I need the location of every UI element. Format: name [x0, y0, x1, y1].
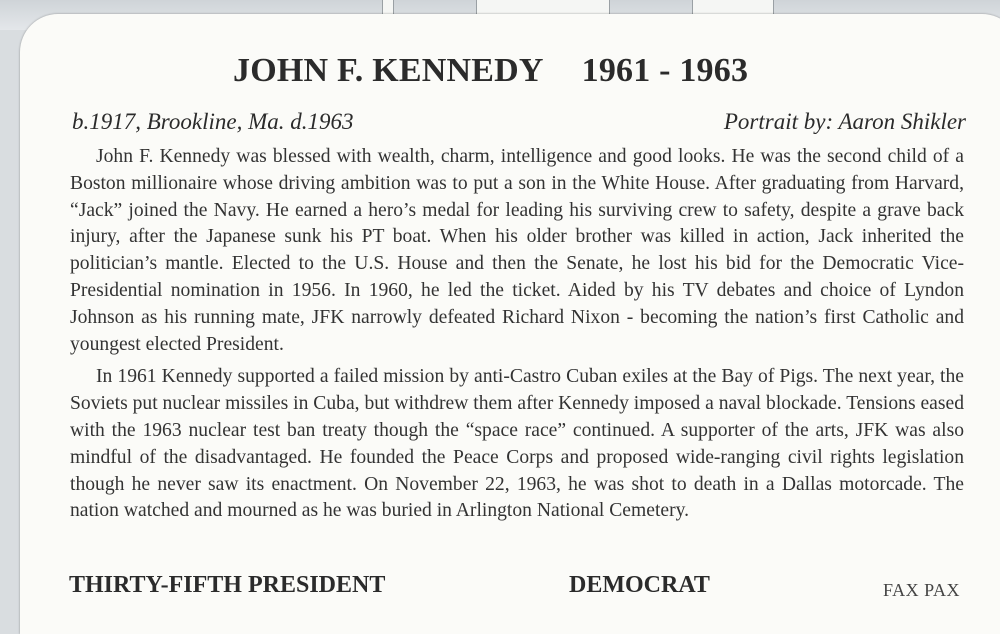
biography-paragraph: John F. Kennedy was blessed with wealth, charm, intelligence and good looks. He was the second child of a Boston millionaire whose driving ambition was to put a son in the White House. After graduating from Harvard, “Jack” joined the Navy. He earned a hero’s medal for leading his surviving crew to safety, despite a grave back injury, after the Japanese sunk his PT boat. When his older brother was killed in action, Jack inherited the politician’s mantle. Elected to the U.S. House and then the Senate, he lost his bid for the Democratic Vice-Presidential nomination in 1956. In 1960, he led the ticket. Aided by his TV debates and choice of Lyndon Johnson as his running mate, JFK narrowly defeated Richard Nixon - becoming the nation’s first Catholic and youngest elected President. [70, 146, 964, 355]
party-label: DEMOCRAT [569, 572, 710, 598]
president-name: JOHN F. KENNEDY [233, 52, 544, 89]
biography-paragraph: In 1961 Kennedy supported a failed mission by anti-Castro Cuban exiles at the Bay of Pigs. The next year, the Soviets put nuclear missiles in Cuba, but withdrew them after Kennedy imposed a naval blockade. Tensions eased with the 1963 nuclear test ban treaty though the “space race” continued. A supporter of the arts, JFK was also mindful of the disadvantaged. He founded the Peace Corps and proposed wide-ranging civil rights legislation though he never saw its enactment. On November 22, 1963, he was shot to death in a Dallas motorcade. The nation watched and mourned as he was buried in Arlington National Cemetery. [70, 366, 964, 522]
portrait-credit: Portrait by: Aaron Shikler [723, 109, 966, 134]
biography [70, 144, 964, 531]
brand-label: FAX PAX [882, 580, 960, 600]
birth-death-line: b.1917, Brookline, Ma. d.1963 [72, 109, 354, 134]
card-title [233, 52, 748, 90]
office-label: THIRTY-FIFTH PRESIDENT [69, 572, 386, 598]
term-years: 1961 - 1963 [581, 52, 749, 89]
